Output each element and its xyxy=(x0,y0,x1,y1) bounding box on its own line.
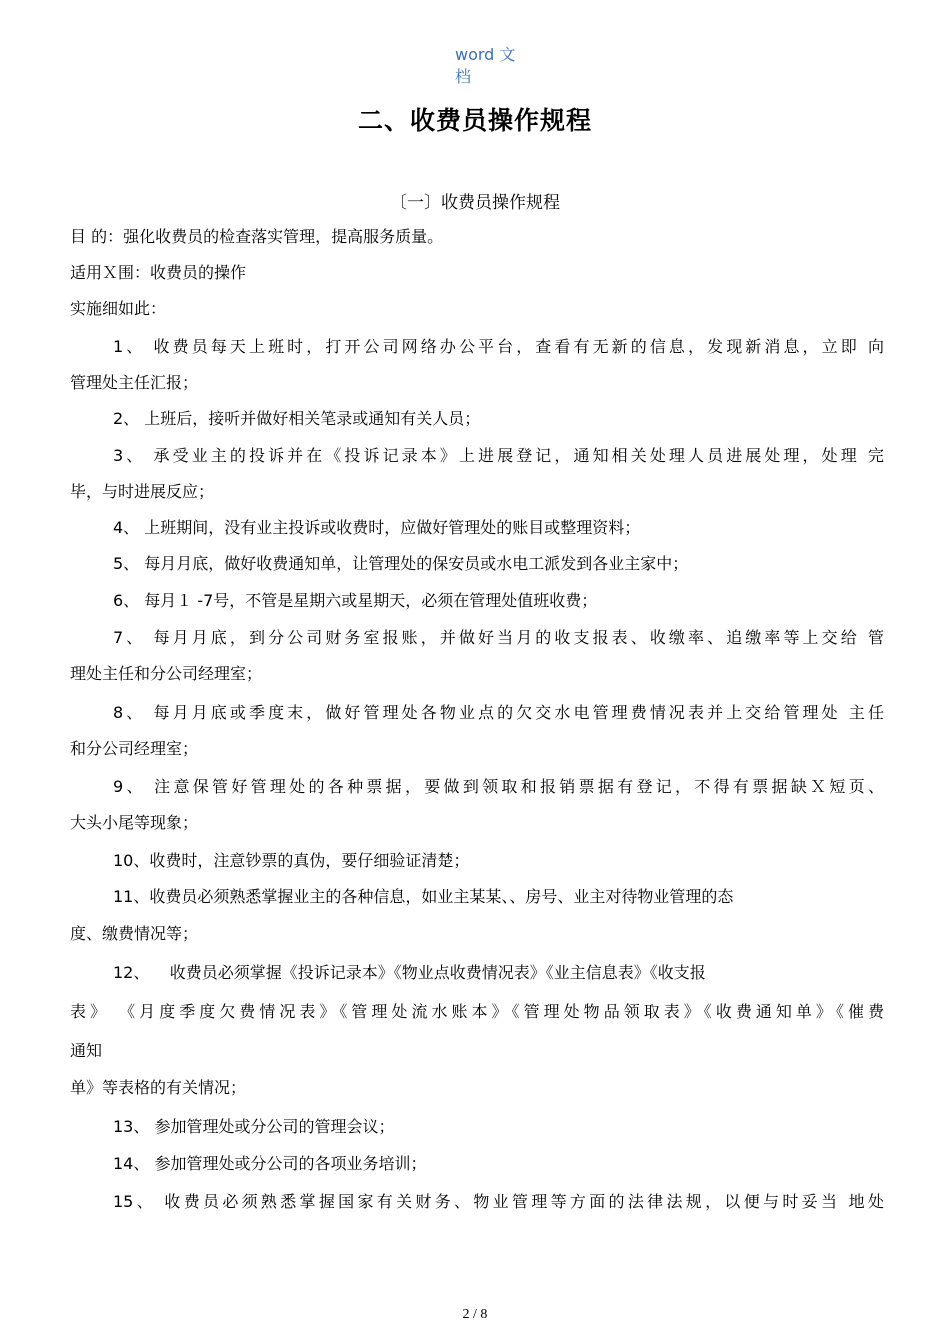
header-line-2: 档 xyxy=(455,67,472,86)
purpose-line: 目 的：强化收费员的检查落实管理，提高服务质量。 xyxy=(70,227,444,246)
page-header xyxy=(455,44,525,88)
item-11: 11、收费员必须熟悉掌握业主的各种信息，如业主某某、、房号、业主对待物业管理的态 xyxy=(113,887,734,906)
item-9-cont: 大头小尾等现象； xyxy=(70,813,199,832)
document-title: 二、收费员操作规程 xyxy=(357,106,592,135)
item-15: 15、 收费员必须熟悉掌握国家有关财务、物业管理等方面的法律法规，以便与时妥当 地处 xyxy=(113,1192,884,1211)
implement-line: 实施细如此： xyxy=(70,299,167,318)
item-5: 5、 每月月底，做好收费通知单，让管理处的保安员或水电工派发到各业主家中； xyxy=(113,554,689,573)
page-number: 2 / 8 xyxy=(462,1307,488,1322)
item-1-cont: 管理处主任汇报； xyxy=(70,373,199,392)
item-7: 7、 每月月底，到分公司财务室报账，并做好当月的收支报表、收缴率、追缴率等上交给 管 xyxy=(113,628,884,647)
scope-line: 适用Ｘ围：收费员的操作 xyxy=(70,263,247,282)
item-14: 14、 参加管理处或分公司的各项业务培训； xyxy=(113,1154,427,1173)
item-13: 13、 参加管理处或分公司的管理会议； xyxy=(113,1117,395,1136)
item-7-cont: 理处主任和分公司经理室； xyxy=(70,664,263,683)
section-title: 〔一〕收费员操作规程 xyxy=(390,193,560,213)
item-8-cont: 和分公司经理室； xyxy=(70,739,199,758)
item-6: 6、 每月１ -7号，不管是星期六或星期天，必须在管理处值班收费； xyxy=(113,591,598,610)
item-4: 4、 上班期间，没有业主投诉或收费时，应做好管理处的账目或整理资料； xyxy=(113,518,641,537)
header-line-1: word 文 xyxy=(455,45,516,64)
item-10: 10、收费时，注意钞票的真伪，要仔细验证清楚； xyxy=(113,851,470,870)
item-12-cont-3: 单》等表格的有关情况； xyxy=(70,1078,247,1097)
item-3: 3、 承受业主的投诉并在《投诉记录本》上进展登记，通知相关处理人员进展处理，处理 完 xyxy=(113,446,884,465)
item-3-cont: 毕，与时进展反应； xyxy=(70,482,215,501)
item-11-cont: 度、缴费情况等； xyxy=(70,924,199,943)
item-9: 9、 注意保管好管理处的各种票据，要做到领取和报销票据有登记，不得有票据缺Ｘ短页、 xyxy=(113,777,884,796)
item-8: 8、 每月月底或季度末，做好管理处各物业点的欠交水电管理费情况表并上交给管理处 主任 xyxy=(113,703,884,722)
item-2: 2、 上班后，接听并做好相关笔录或通知有关人员； xyxy=(113,409,481,428)
item-1: 1、 收费员每天上班时，打开公司网络办公平台，查看有无新的信息，发现新消息，立即 向 xyxy=(113,337,884,356)
item-12-cont-1: 表》 《月度季度欠费情况表》《管理处流水账本》《管理处物品领取表》《收费通知单》《催费 xyxy=(70,1002,884,1021)
item-12-cont-2: 通知 xyxy=(70,1041,103,1060)
item-12: 12、 收费员必须掌握《投诉记录本》《物业点收费情况表》《业主信息表》《收支报 xyxy=(113,963,706,982)
